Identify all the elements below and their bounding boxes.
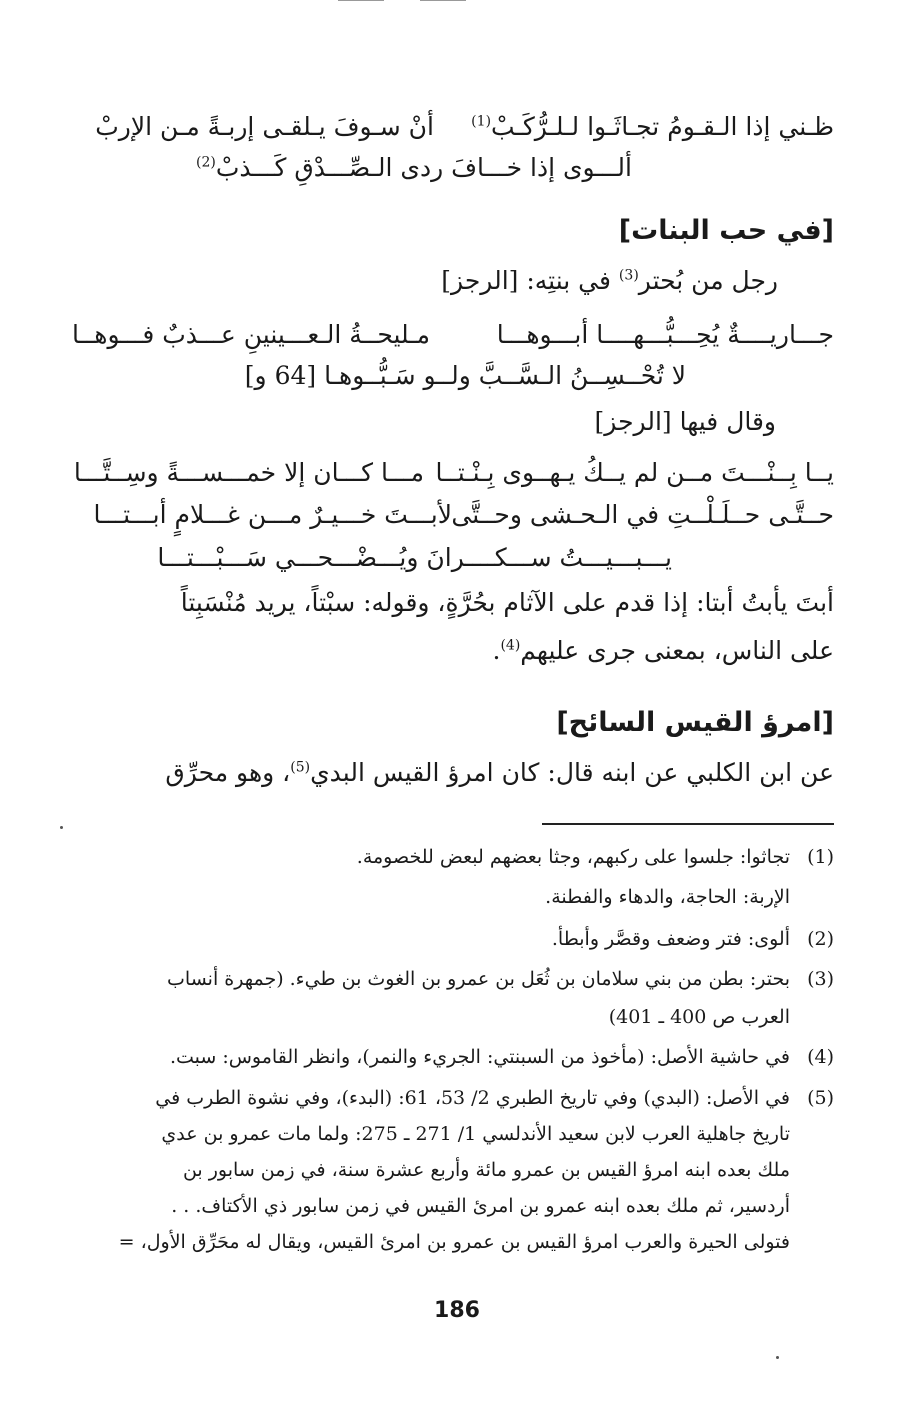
verse-text: ألـــوى إذا خـــافَ ردى الـصِّـــدْقِ كَـــذبْ <box>215 153 632 182</box>
scan-speck <box>60 826 63 829</box>
verse-hemistich: مـــا كـــان إلا خمـــســـةً وسِــتَّـــا <box>73 458 424 487</box>
scan-speck <box>776 1356 779 1359</box>
footnote-marker: (5) <box>290 759 311 776</box>
footnote-marker: (3) <box>618 267 639 284</box>
verse-hemistich: لأبـــتَ خـــيـرٌ مـــن غـــلامٍ أبـــتـــا <box>93 500 452 529</box>
verse-hemistich: حــتَّـى حــلَـلْــتِ في الـحـشى وحــتَّى <box>451 500 834 529</box>
paragraph-line <box>441 268 778 293</box>
verse-hemistich: يــا بِــنْـــتَ مــن لم يــكُ يـهــوى بِـنْـتــا <box>435 458 834 487</box>
footnote-text: أردسير، ثم ملك بعده ابنه عمرو بن امرئ القيس في زمن سابور ذي الأكتاف. . . <box>171 1195 790 1217</box>
footnote-number: (3) <box>807 968 834 990</box>
footnote-text: ملك بعده ابنه امرؤ القيس بن عمرو مائة وأربع عشرة سنة، في زمن سابور بن <box>182 1159 790 1181</box>
footnote-number: (1) <box>807 846 834 868</box>
paragraph-line <box>492 638 834 663</box>
verse-hemistich <box>471 114 834 139</box>
verse-hemistich <box>95 114 434 139</box>
scan-edge-mark <box>420 0 466 1</box>
footnote-text: العرب ص 400 ـ 401) <box>608 1006 790 1028</box>
verse-line: لا تُحْــسِــنُ الـسَّــبَّ ولــو سَـبُّــوهـا [64 و] <box>244 361 686 390</box>
prose-text: على الناس، بمعنى جرى عليهم <box>520 636 834 665</box>
footnote-number: (4) <box>807 1046 834 1068</box>
footnote-text: بحتر: بطن من بني سلامان بن ثُعَل بن عمرو بن الغوث بن طيء. (جمهرة أنساب <box>167 968 790 990</box>
footnote-text: في حاشية الأصل: (مأخوذ من السبنتي: الجريء والنمر)، وانظر القاموس: سبت. <box>169 1046 790 1068</box>
paragraph-line <box>165 760 834 785</box>
prose-text: . <box>492 636 501 665</box>
verse-hemistich: مـليحــةُ الـعـــينينِ عـــذبٌ فـــوهــا <box>72 320 430 349</box>
prose-text: عن ابن الكلبي عن ابنه قال: كان امرؤ القيس البدي <box>310 758 834 787</box>
footnote-marker: (4) <box>500 637 521 654</box>
paragraph-line: وقال فيها [الرجز] <box>594 407 776 436</box>
prose-text: رجل من بُحتر <box>638 266 778 295</box>
page-number: 186 <box>434 1298 480 1323</box>
prose-text: في بنتِه: [الرجز] <box>441 266 619 295</box>
verse-text: أنْ سـوفَ يـلقـى إربـةً مـن الإربْ <box>95 112 434 141</box>
footnote-text: تجاثوا: جلسوا على ركبهم، وجثا بعضهم لبعض للخصومة. <box>356 846 790 868</box>
section-heading: [امرؤ القيس السائح] <box>556 707 834 738</box>
paragraph-line: أبتَ يأبتُ أبتا: إذا قدم على الآثام بحُرَّةٍ، وقوله: سبْتاً، يريد مُنْسَبِتاً <box>180 588 834 617</box>
verse-hemistich: جـــاريــــةٌ يُحِـــبُّـــهــــا أبـــوهـــا <box>496 320 834 349</box>
footnote-text: الإربة: الحاجة، والدهاء والفطنة. <box>545 886 790 908</box>
section-heading: [في حب البنات] <box>618 215 834 246</box>
footnote-text: في الأصل: (البدي) وفي تاريخ الطبري 2/ 53، 61: (البدء)، وفي نشوة الطرب في <box>155 1087 790 1109</box>
footnote-text: تاريخ جاهلية العرب لابن سعيد الأندلسي 1/ 271 ـ 275: ولما مات عمرو بن عدي <box>161 1123 790 1145</box>
footnote-number: (2) <box>807 928 834 950</box>
footnote-separator <box>542 823 834 825</box>
verse-text: ظـني إذا الـقـومُ تجـاثَـوا لـلـرُّكَـبْ <box>491 112 834 141</box>
scan-edge-mark <box>338 0 384 1</box>
footnote-number: (5) <box>807 1087 834 1109</box>
footnote-marker: (2) <box>196 154 216 171</box>
footnote-text: فتولى الحيرة والعرب امرؤ القيس بن عمرو بن امرئ القيس، ويقال له محَرِّق الأول، = <box>118 1231 790 1253</box>
footnote-text: ألوى: فتر وضعف وقصَّر وأبطأ. <box>551 928 790 950</box>
prose-text: ، وهو محرِّق <box>165 758 291 787</box>
verse-line <box>196 155 632 180</box>
verse-line: يـــبـــيـــتُ ســـكــــرانَ ويُـــضْـــحـــي سَـــبْـــتـــا <box>157 543 672 572</box>
footnote-marker: (1) <box>471 113 492 130</box>
